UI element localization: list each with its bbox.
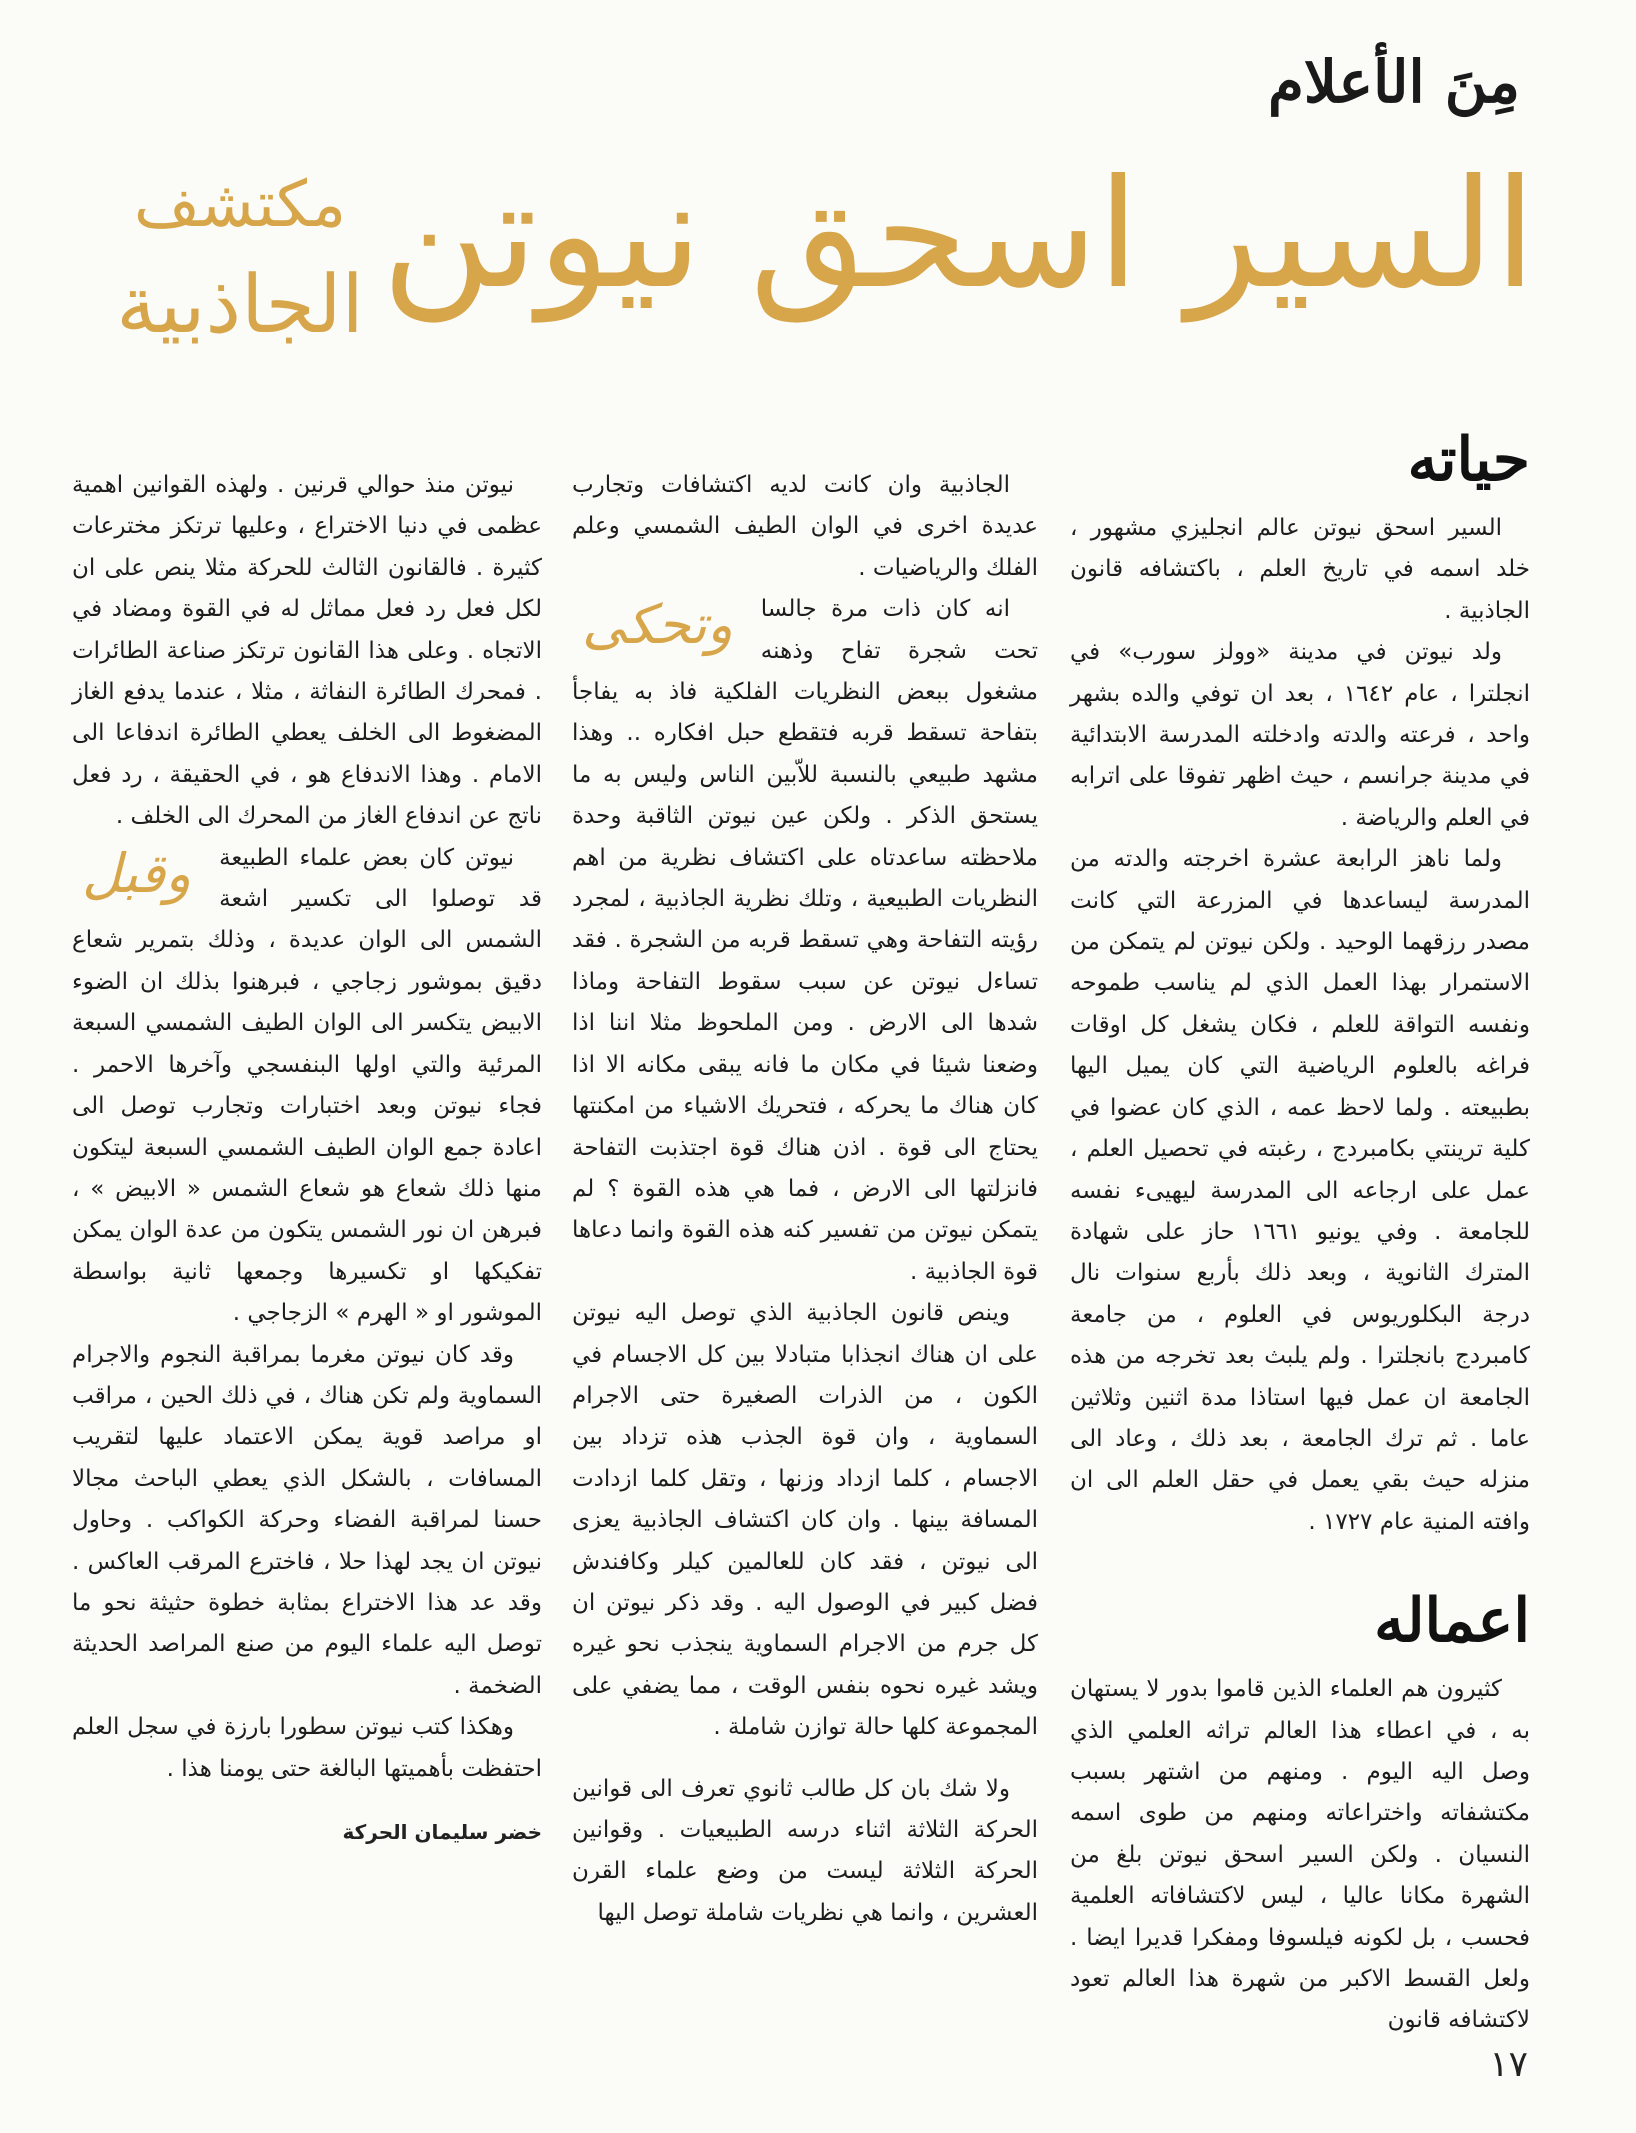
subtitle-line-1: مكتشف <box>133 168 347 242</box>
mid-intro-paragraph: الجاذبية وان كانت لديه اكتشافات وتجارب عديدة اخرى في الوان الطيف الشمسي وعلم الفلك والرياضيات . <box>572 472 1038 581</box>
left-dropcap: وقبل <box>82 841 192 905</box>
left-light-text: نيوتن كان بعض علماء الطبيعة قد توصلوا الى تكسير اشعة الشمس الى الوان عديدة ، وذلك بتمرير شعاع دقيق بموشور زجاجي ، فبرهنوا بذلك ان الضوء الابيض يتكسر الى الوان الطيف الشمسي السبعة المرئية والتي اولها البنفسجي وآخرها الاحمر . فجاء نيوتن وبعد اختبارات وتجارب توصل الى اعادة جمع الوان الطيف الشمسي السبعة ليتكون منها ذلك شعاع هو شعاع الشمس « الابيض » ، فبرهن ان نور الشمس يتكون من عدة الوان يمكن تفكيكها او تكسيرها وجمعها ثانية بواسطة الموشور او « الهرم » الزجاجي . <box>72 844 542 1327</box>
life-paragraph-3: ولما ناهز الرابعة عشرة اخرجته والدته من المدرسة ليساعدها في المزرعة التي كانت مصدر رزقهما الوحيد . ولكن نيوتن لم يتمكن من الاستمرار بهذا العمل الذي لم يناسب طموحه ونفسه التواقة للعلم ، فكان يشغل كل اوقات فراغه بالعلوم الرياضية التي كان يميل اليها بطبيعته . ولما لاحظ عمه ، الذي كان عضوا في كلية ترينتي بكامبردج ، رغبته في تحصيل العلم ، عمل على ارجاعه الى المدرسة ليهيىء نفسه للجامعة . وفي يونيو ١٦٦١ حاز على شهادة المترك الثانوية ، وبعد ذلك بأربع سنوات نال درجة البكلوريوس في العلوم ، من جامعة كامبردج بانجلترا . ولم يلبث بعد تخرجه من هذه الجامعة ان عمل فيها استاذا مدة اثنين وثلاثين عاما . ثم ترك الجامعة ، بعد ذلك ، وعاد الى منزله حيث بقي يعمل في حقل العلم الى ان وافته المنية عام ١٧٢٧ . <box>1070 846 1530 1535</box>
column-middle <box>572 465 1038 1934</box>
mid-story-paragraph <box>572 589 1038 1293</box>
mid-law-paragraph: وينص قانون الجاذبية الذي توصل اليه نيوتن على ان هناك انجذابا متبادلا بين كل الاجسام في الكون ، من الذرات الصغيرة حتى الاجرام السماوية ، وان قوة الجذب هذه تزداد بين الاجسام ، كلما ازداد وزنها ، وتقل كلما ازدادت المسافة بينها . وان كان اكتشاف الجاذبية يعزى الى نيوتن ، فقد كان للعالمين كيلر وكافندش فضل كبير في الوصول اليه . وقد ذكر نيوتن ان كل جرم من الاجرام السماوية ينجذب نحو غيره ويشد غيره نحوه بنفس الوقت ، مما يضفي على المجموعة كلها حالة توازن شاملة . <box>572 1300 1038 1741</box>
column-right <box>1070 420 1530 2042</box>
article-subtitle <box>60 160 420 360</box>
life-paragraph-2: ولد نيوتن في مدينة «وولز سورب» في انجلترا ، عام ١٦٤٢ ، بعد ان توفي والده بشهر واحد ، فرعته والدته وادخلته المدرسة الابتدائية في مدينة جرانسم ، حيث اظهر تفوقا على اترابه في العلم والرياضة . <box>1070 639 1530 831</box>
subtitle-line-2: الجاذبية <box>116 258 364 351</box>
article-title: السير اسحق نيوتن <box>381 148 1536 322</box>
left-closing-paragraph: وهكذا كتب نيوتن سطورا بارزة في سجل العلم احتفظت بأهميتها البالغة حتى يومنا هذا . <box>72 1714 542 1782</box>
left-light-paragraph <box>72 838 542 1335</box>
life-paragraph-1: السير اسحق نيوتن عالم انجليزي مشهور ، خلد اسمه في تاريخ العلم ، باكتشافه قانون الجاذبية . <box>1070 515 1530 624</box>
life-heading: حياته <box>1407 425 1530 495</box>
works-paragraph: كثيرون هم العلماء الذين قاموا بدور لا يستهان به ، في اعطاء هذا العالم تراثه العلمي الذي وصل اليه اليوم . ومنهم من اشتهر بسبب مكتشفاته واختراعاته ومنهم من طوى اسمه النسيان . ولكن السير اسحق نيوتن بلغ من الشهرة مكانا عاليا ، ليس لاكتشافاته العلمية فحسب ، بل لكونه فيلسوفا ومفكرا قديرا ايضا . ولعل القسط الاكبر من شهرة هذا العالم تعود لاكتشافه قانون <box>1070 1676 1530 2034</box>
works-heading: اعماله <box>1374 1586 1530 1657</box>
section-kicker: مِنَ الأعلام <box>1268 48 1520 116</box>
column-left <box>72 465 542 1853</box>
author-byline: خضر سليمان الحركة <box>342 1820 542 1844</box>
mid-dropcap: وتحكى <box>582 593 733 657</box>
page-number: ١٧ <box>1489 2044 1528 2085</box>
left-motion-paragraph: نيوتن منذ حوالي قرنين . ولهذه القوانين اهمية عظمى في دنيا الاختراع ، وعليها ترتكز مخترعات كثيرة . فالقانون الثالث للحركة مثلا ينص على ان لكل فعل رد فعل مماثل له في القوة ومضاد في الاتجاه . وعلى هذا القانون ترتكز صناعة الطائرات . فمحرك الطائرة النفاثة ، مثلا ، عندما يدفع الغاز المضغوط الى الخلف يعطي الطائرة اندفاعا الى الامام . وهذا الاندفاع هو ، في الحقيقة ، رد فعل ناتج عن اندفاع الغاز من المحرك الى الخلف . <box>72 472 542 830</box>
left-astronomy-paragraph: وقد كان نيوتن مغرما بمراقبة النجوم والاجرام السماوية ولم تكن هناك ، في ذلك الحين ، مراقب او مراصد قوية يمكن الاعتماد عليها لتقريب المسافات ، بالشكل الذي يعطي الباحث مجالا حسنا لمراقبة الفضاء وحركة الكواكب . وحاول نيوتن ان يجد لهذا حلا ، فاخترع المرقب العاكس . وقد عد هذا الاختراع بمثابة خطوة حثيثة نحو ما توصل اليه علماء اليوم من صنع المراصد الحديثة الضخمة . <box>72 1341 542 1699</box>
mid-motion-paragraph: ولا شك بان كل طالب ثانوي تعرف الى قوانين الحركة الثلاثة اثناء درسه الطبيعيات . وقوانين الحركة الثلاثة ليست من وضع علماء القرن العشرين ، وانما هي نظريات شاملة توصل اليها <box>572 1775 1038 1926</box>
mid-story-text: انه كان ذات مرة جالسا تحت شجرة تفاح وذهنه مشغول ببعض النظريات الفلكية فاذ به يفاجأ بتفاحة تسقط قربه فتقطع حبل افكاره .. وهذا مشهد طبيعي بالنسبة للاّبين الناس وليس به ما يستحق الذكر . ولكن عين نيوتن الثاقبة وحدة ملاحظته ساعدتاه على اكتشاف نظرية من اهم النظريات الطبيعية ، وتلك نظرية الجاذبية ، لمجرد رؤيته التفاحة وهي تسقط قربه من الشجرة . فقد تساءل نيوتن عن سبب سقوط التفاحة وماذا شدها الى الارض . ومن الملحوظ مثلا اننا اذا وضعنا شيئا في مكان ما فانه يبقى مكانه الا اذا كان هناك ما يحركه ، فتحريك الاشياء من امكنتها يحتاج الى قوة . اذن هناك قوة اجتذبت التفاحة فانزلتها الى الارض ، فما هي هذه القوة ؟ لم يتمكن نيوتن من تفسير كنه هذه القوة وانما دعاها قوة الجاذبية . <box>572 596 1038 1285</box>
